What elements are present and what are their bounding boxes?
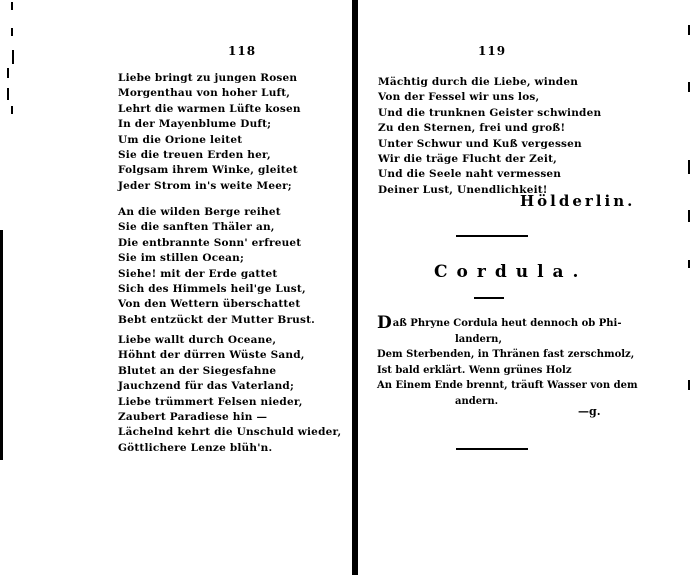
verse-line: Sie die treuen Erden her, [118, 149, 271, 162]
verse-line: Sie im stillen Ocean; [118, 252, 245, 265]
epigram-line: Ist bald erklärt. Wenn grünes Holz [377, 364, 572, 376]
verse-line: Folgsam ihrem Winke, gleitet [118, 164, 298, 177]
verse-line: Blutet an der Siegesfahne [118, 364, 277, 377]
verse-line: Und die trunknen Geister schwinden [378, 106, 602, 119]
verse-line: An die wilden Berge reihet [118, 206, 281, 218]
verse-line: In der Mayenblume Duft; [118, 118, 272, 131]
verse-line: Göttlichere Lenze blüh'n. [118, 441, 273, 454]
verse-line: Um die Orione leitet [118, 133, 243, 146]
page-number: 118 [228, 44, 257, 58]
verse-line: Von den Wettern überschattet [118, 298, 301, 311]
stanza-continued [378, 75, 601, 198]
poem-title: Cordula. [434, 262, 588, 282]
verse-line: Siehe! mit der Erde gattet [118, 267, 278, 280]
verse-line: Mächtig durch die Liebe, winden [378, 76, 579, 88]
end-divider [456, 448, 528, 450]
verse-line: Zu den Sternen, frei und groß! [378, 122, 566, 135]
verse-line: Lehrt die warmen Lüfte kosen [118, 102, 301, 115]
epigram-line: An Einem Ende brennt, träuft Wasser von dem [377, 380, 638, 391]
verse-line: Zaubert Paradiese hin — [118, 411, 268, 424]
epigram-text [377, 313, 638, 409]
verse-line: Von der Fessel wir uns los, [378, 91, 540, 104]
epigram-line: andern. [455, 395, 499, 407]
epigram-line: landern, [455, 333, 502, 345]
verse-line: Die entbrannte Sonn' erfreuet [118, 236, 302, 249]
right-page [358, 0, 698, 575]
stanza-1 [118, 71, 301, 194]
verse-line: Bebt entzückt der Mutter Brust. [118, 313, 316, 326]
verse-line: Unter Schwur und Kuß vergessen [378, 137, 582, 150]
verse-line: Höhnt der dürren Wüste Sand, [118, 349, 305, 362]
verse-line: Liebe trümmert Felsen nieder, [118, 395, 303, 408]
verse-line: Liebe wallt durch Oceane, [118, 334, 277, 346]
verse-line: Wir die träge Flucht der Zeit, [378, 153, 557, 166]
epigram-line [377, 313, 638, 333]
verse-line: Sie die sanften Thäler an, [118, 221, 275, 234]
page-number: 119 [478, 44, 507, 58]
verse-line: Sich des Himmels heil'ge Lust, [118, 283, 306, 296]
author-initials: —g. [578, 405, 601, 418]
title-divider [474, 297, 504, 299]
verse-line: Liebe bringt zu jungen Rosen [118, 72, 298, 84]
verse-line: Morgenthau von hoher Luft, [118, 87, 291, 100]
epigram-line: Dem Sterbenden, in Thränen fast zerschmolz, [377, 349, 635, 360]
verse-line: Jauchzend für das Vaterland; [118, 380, 295, 393]
stanza-2 [118, 205, 315, 328]
verse-line: Jeder Strom in's weite Meer; [118, 179, 292, 192]
drop-cap: D [377, 313, 392, 333]
verse-line: Und die Seele naht vermessen [378, 168, 562, 181]
verse-line: Lächelnd kehrt die Unschuld wieder, [118, 426, 342, 439]
verse-line: Deiner Lust, Unendlichkeit! [378, 183, 548, 196]
section-divider [456, 235, 528, 237]
epigram-line-text: aß Phryne Cordula heut dennoch ob Phi- [392, 318, 622, 329]
author-signature: Hölderlin. [520, 192, 636, 210]
stanza-3 [118, 333, 341, 456]
